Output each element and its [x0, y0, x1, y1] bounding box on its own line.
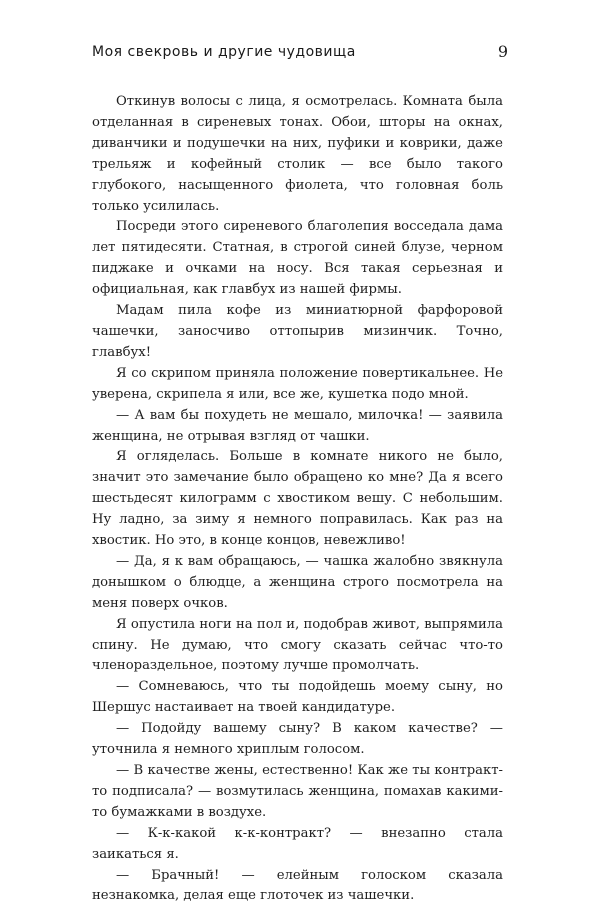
paragraph: — А вам бы похудеть не мешало, милочка! — заявила женщина, не отрывая взгляд от чашки.	[92, 407, 503, 444]
paragraph: — К-к-какой к-к-контракт? — внезапно стала заикаться я.	[92, 825, 503, 862]
paragraph: Я огляделась. Больше в комнате никого не было, значит это замечание было обращено ко мне? Да я всего шестьдесят килограмм с хвостиком вешу. С небольшим. Ну ладно, за зиму я немного поправилась. Как раз на хвостик. Но это, в конце концов, невежливо!	[92, 449, 503, 549]
body-text	[92, 92, 503, 907]
paragraph: Посреди этого сиреневого благолепия восседала дама лет пятидесяти. Статная, в строгой синей блузе, черном пиджаке и очками на носу. Вся такая серьезная и официальная, как главбух из нашей фирмы.	[92, 219, 503, 298]
paragraph: — В качестве жены, естественно! Как же ты контракт-то подписала? — возмутилась женщина, помахав какими-то бумажками в воздухе.	[92, 763, 503, 820]
paragraph: — Сомневаюсь, что ты подойдешь моему сыну, но Шершус настаивает на твоей кандидатуре.	[92, 679, 503, 716]
running-title: Моя свекровь и другие чудовища	[92, 44, 356, 60]
paragraph: — Подойду вашему сыну? В каком качестве? — уточнила я немного хриплым голосом.	[92, 721, 503, 758]
paragraph: Я опустила ноги на пол и, подобрав живот, выпрямила спину. Не думаю, что смогу сказать сейчас что-то членораздельное, поэтому лучше промолчать.	[92, 616, 503, 674]
paragraph: Откинув волосы с лица, я осмотрелась. Комната была отделанная в сиреневых тонах. Обои, шторы на окнах, диванчики и подушечки на них, пуфики и коврики, даже трельяж и кофейный столик — все было такого глубокого, насыщенного фиолета, что головная боль только усилилась.	[92, 94, 503, 214]
paragraph: Я со скрипом приняла положение повертикальнее. Не уверена, скрипела я или, все же, кушетка подо мной.	[92, 365, 503, 402]
paragraph: Мадам пила кофе из миниатюрной фарфоровой чашечки, заносчиво оттопырив мизинчик. Точно, главбух!	[92, 303, 503, 360]
paragraph: — Брачный! — елейным голоском сказала незнакомка, делая еще глоточек из чашечки.	[92, 867, 503, 904]
paragraph: — Да, я к вам обращаюсь, — чашка жалобно звякнула донышком о блюдце, а женщина строго посмотрела на меня поверх очков.	[92, 553, 503, 611]
page-number: 9	[497, 42, 508, 61]
